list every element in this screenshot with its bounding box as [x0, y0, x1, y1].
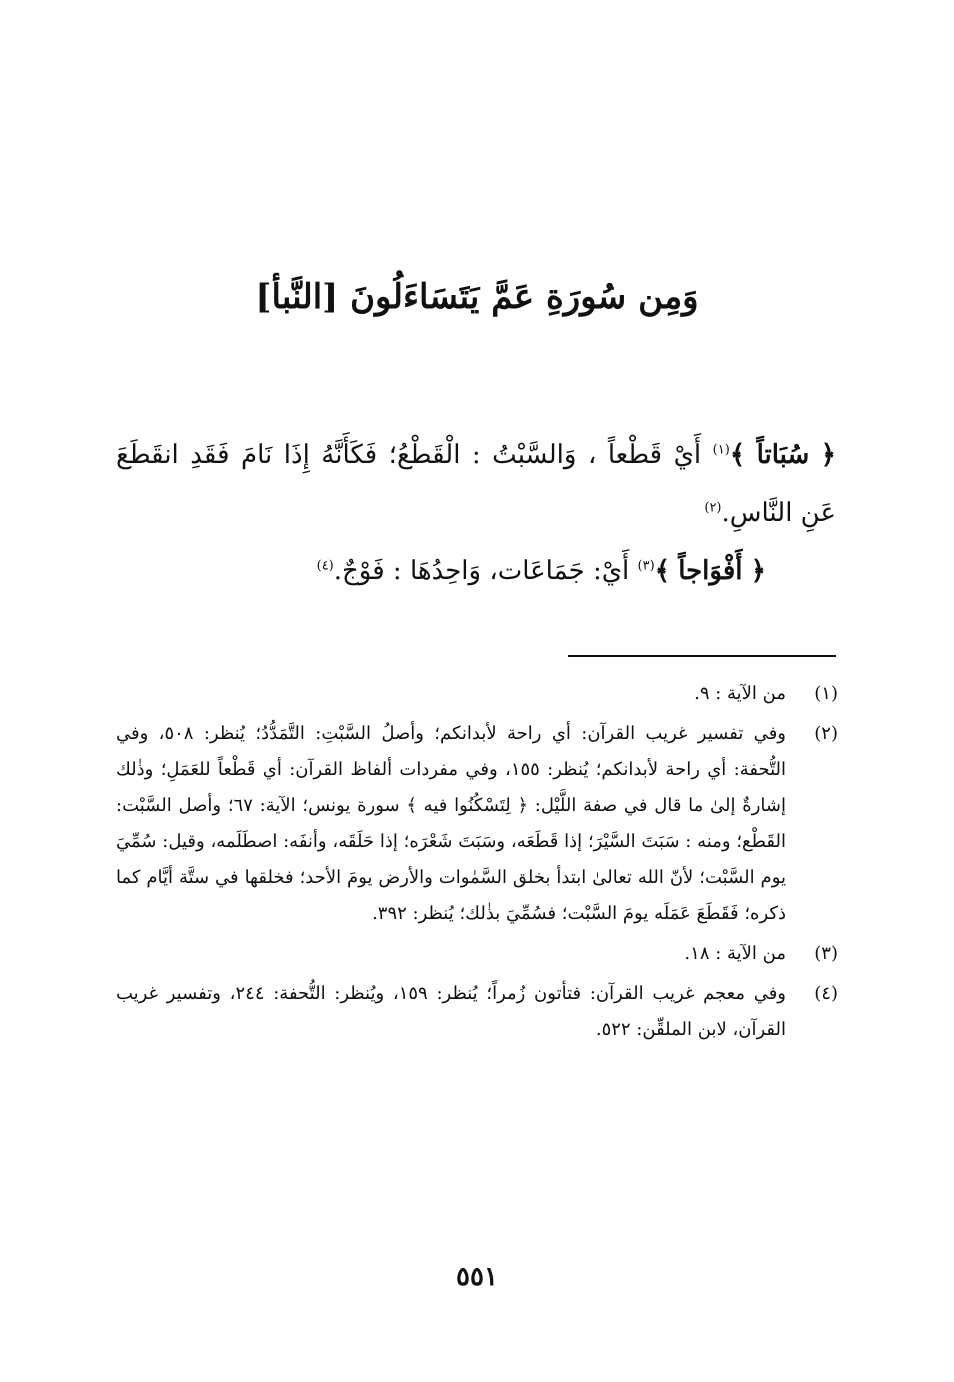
footnote-text: وفي معجم غريب القرآن: فتأتون زُمراً؛ يُنظر: ١٥٩، ويُنظر: التُّحفة: ٢٤٤، وتفسير غريب القرآن، لابن الملقِّن: ٥٢٢.	[116, 983, 787, 1040]
footnote-text: وفي تفسير غريب القرآن: أي راحة لأبدانكم؛ وأصلُ السَّبْتِ: التَّمَدُّدُ؛ يُنظر: ٥٠٨، وفي التُّحفة: أي راحة لأبدانكم؛ يُنظر: ١٥٥، وفي مفردات ألفاظ القرآن: أي قَطْعاً للعَمَلِ؛ وذٰلك إشارةٌ إلىٰ ما قال في صفة اللَّيْل: ﴿ لِتَسْكُنُوا فيه ﴾ سورة يونس؛ الآية: ٦٧؛ وأصل السَّبْت: القَطْع؛ ومنه : سَبَتَ السَّيْرَ؛ إذا قَطَعَه، وسَبَتَ شَعْرَه؛ إذا حَلَقَه، وأنفَه: اصطَلَمه، وقيل: سُمِّيَ يوم السَّبْت؛ لأنّ الله تعالىٰ ابتدأ بخلق السَّمٰوات والأرض يومَ الأحد؛ فخلقها في ستَّة أيَّام كما ذكره؛ فَقَطَعَ عَمَلَه يومَ السَّبْت؛ فسُمِّيَ بذٰلك؛ يُنظر: ٣٩٢.	[116, 723, 787, 924]
footnote-divider	[568, 655, 836, 657]
page-number: ٥٥١	[456, 1262, 498, 1292]
footnote-number: (٣)	[814, 943, 838, 964]
footnote-ref[interactable]: (٢)	[704, 500, 722, 516]
footnote-number: (٤)	[814, 983, 838, 1004]
footnote-ref[interactable]: (١)	[712, 442, 730, 458]
quran-word: أَفْوَاجاً	[678, 556, 743, 586]
footnote-number: (١)	[814, 683, 838, 704]
footnote-ref[interactable]: (٣)	[637, 558, 655, 574]
footnote-item	[116, 716, 838, 932]
footnote-item	[116, 676, 838, 712]
footnote-item	[116, 936, 838, 972]
verse-entry	[116, 426, 836, 542]
surah-title: وَمِن سُورَةِ عَمَّ يَتَسَاءَلُونَ [النَّبأ]	[255, 277, 699, 317]
quran-bracket-open: ﴿	[820, 440, 837, 470]
quran-bracket-open: ﴿	[750, 556, 766, 586]
footnote-text: من الآية : ٩.	[694, 683, 786, 704]
footnote-item	[116, 976, 838, 1048]
quran-word: سُبَاتاً	[756, 440, 810, 470]
verse-entry	[116, 542, 836, 600]
verse-block	[116, 426, 836, 600]
footnote-number: (٢)	[814, 723, 838, 744]
verse-explanation: أَيْ قَطْعاً ، وَالسَّبْتُ : الْقَطْعُ؛ فَكَأَنَّهُ إِذَا نَامَ فَقَدِ انقَطَعَ عَنِ النَّاسِ.	[116, 440, 836, 528]
footnotes	[116, 676, 838, 1052]
quran-bracket-close: ﴾	[729, 440, 746, 470]
footnote-text: من الآية : ١٨.	[684, 943, 786, 964]
quran-bracket-close: ﴾	[654, 556, 670, 586]
footnote-ref[interactable]: (٤)	[316, 558, 334, 574]
verse-explanation: أَيْ: جَمَاعَات، وَاحِدُهَا : فَوْجٌ.	[333, 556, 630, 586]
